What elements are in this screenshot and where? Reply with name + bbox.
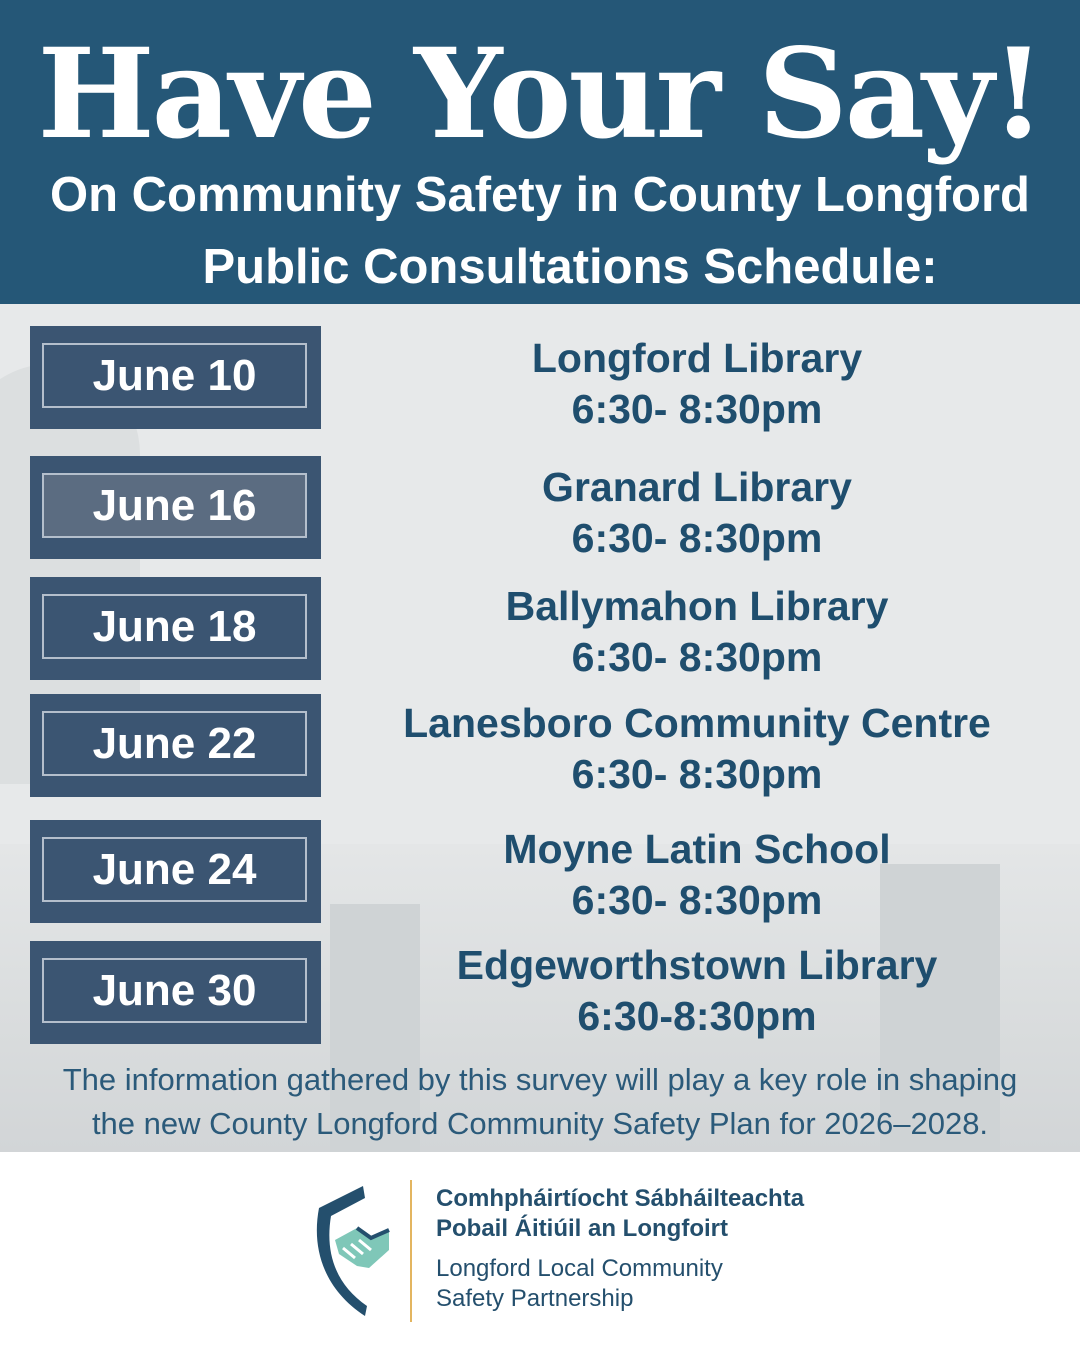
session-date: June 22: [42, 711, 307, 776]
venue-time: 6:30- 8:30pm: [571, 515, 823, 561]
venue-time: 6:30- 8:30pm: [571, 634, 823, 680]
shield-handshake-icon: [305, 1180, 405, 1320]
date-box: [30, 694, 321, 797]
org-name-irish: [436, 1184, 804, 1244]
logo-divider: [410, 1180, 412, 1322]
venue-name: Moyne Latin School: [503, 826, 891, 872]
org-name-line: Comhpháirtíocht Sábháilteachta: [436, 1185, 805, 1212]
session-venue: [330, 698, 1064, 800]
session-venue: [330, 940, 1064, 1042]
session-date: June 30: [42, 958, 307, 1023]
venue-time: 6:30-8:30pm: [577, 993, 817, 1039]
venue-name: Ballymahon Library: [505, 583, 889, 629]
session-date: June 24: [42, 837, 307, 902]
venue-name: Longford Library: [531, 335, 863, 381]
date-box: [30, 820, 321, 923]
session-date: June 16: [42, 473, 307, 538]
session-venue: [330, 824, 1064, 926]
session-venue: [330, 581, 1064, 683]
header-banner: [0, 0, 1080, 304]
footer-line: the new County Longford Community Safety Plan for 2026–2028.: [91, 1106, 989, 1141]
org-name-line: Longford Local Community: [436, 1255, 723, 1282]
date-box: [30, 326, 321, 429]
org-name-english: [436, 1254, 723, 1314]
venue-time: 6:30- 8:30pm: [571, 751, 823, 797]
schedule-heading: Public Consultations Schedule:: [202, 240, 938, 294]
session-venue: [330, 333, 1064, 435]
venue-name: Granard Library: [542, 464, 852, 510]
org-name-line: Pobail Áitiúil an Longfoirt: [436, 1215, 728, 1242]
venue-time: 6:30- 8:30pm: [571, 877, 823, 923]
page-subtitle: On Community Safety in County Longford: [50, 168, 1030, 222]
venue-name: Lanesboro Community Centre: [403, 700, 991, 746]
venue-time: 6:30- 8:30pm: [571, 386, 823, 432]
venue-name: Edgeworthstown Library: [456, 942, 938, 988]
date-box: [30, 456, 321, 559]
org-name-line: Safety Partnership: [436, 1285, 634, 1312]
session-date: June 10: [42, 343, 307, 408]
page-title: Have Your Say!: [37, 22, 1043, 167]
footer-note: [0, 1058, 1080, 1146]
session-venue: [330, 462, 1064, 564]
footer-line: The information gathered by this survey will play a key role in shaping: [62, 1062, 1018, 1097]
session-date: June 18: [42, 594, 307, 659]
date-box: [30, 577, 321, 680]
date-box: [30, 941, 321, 1044]
